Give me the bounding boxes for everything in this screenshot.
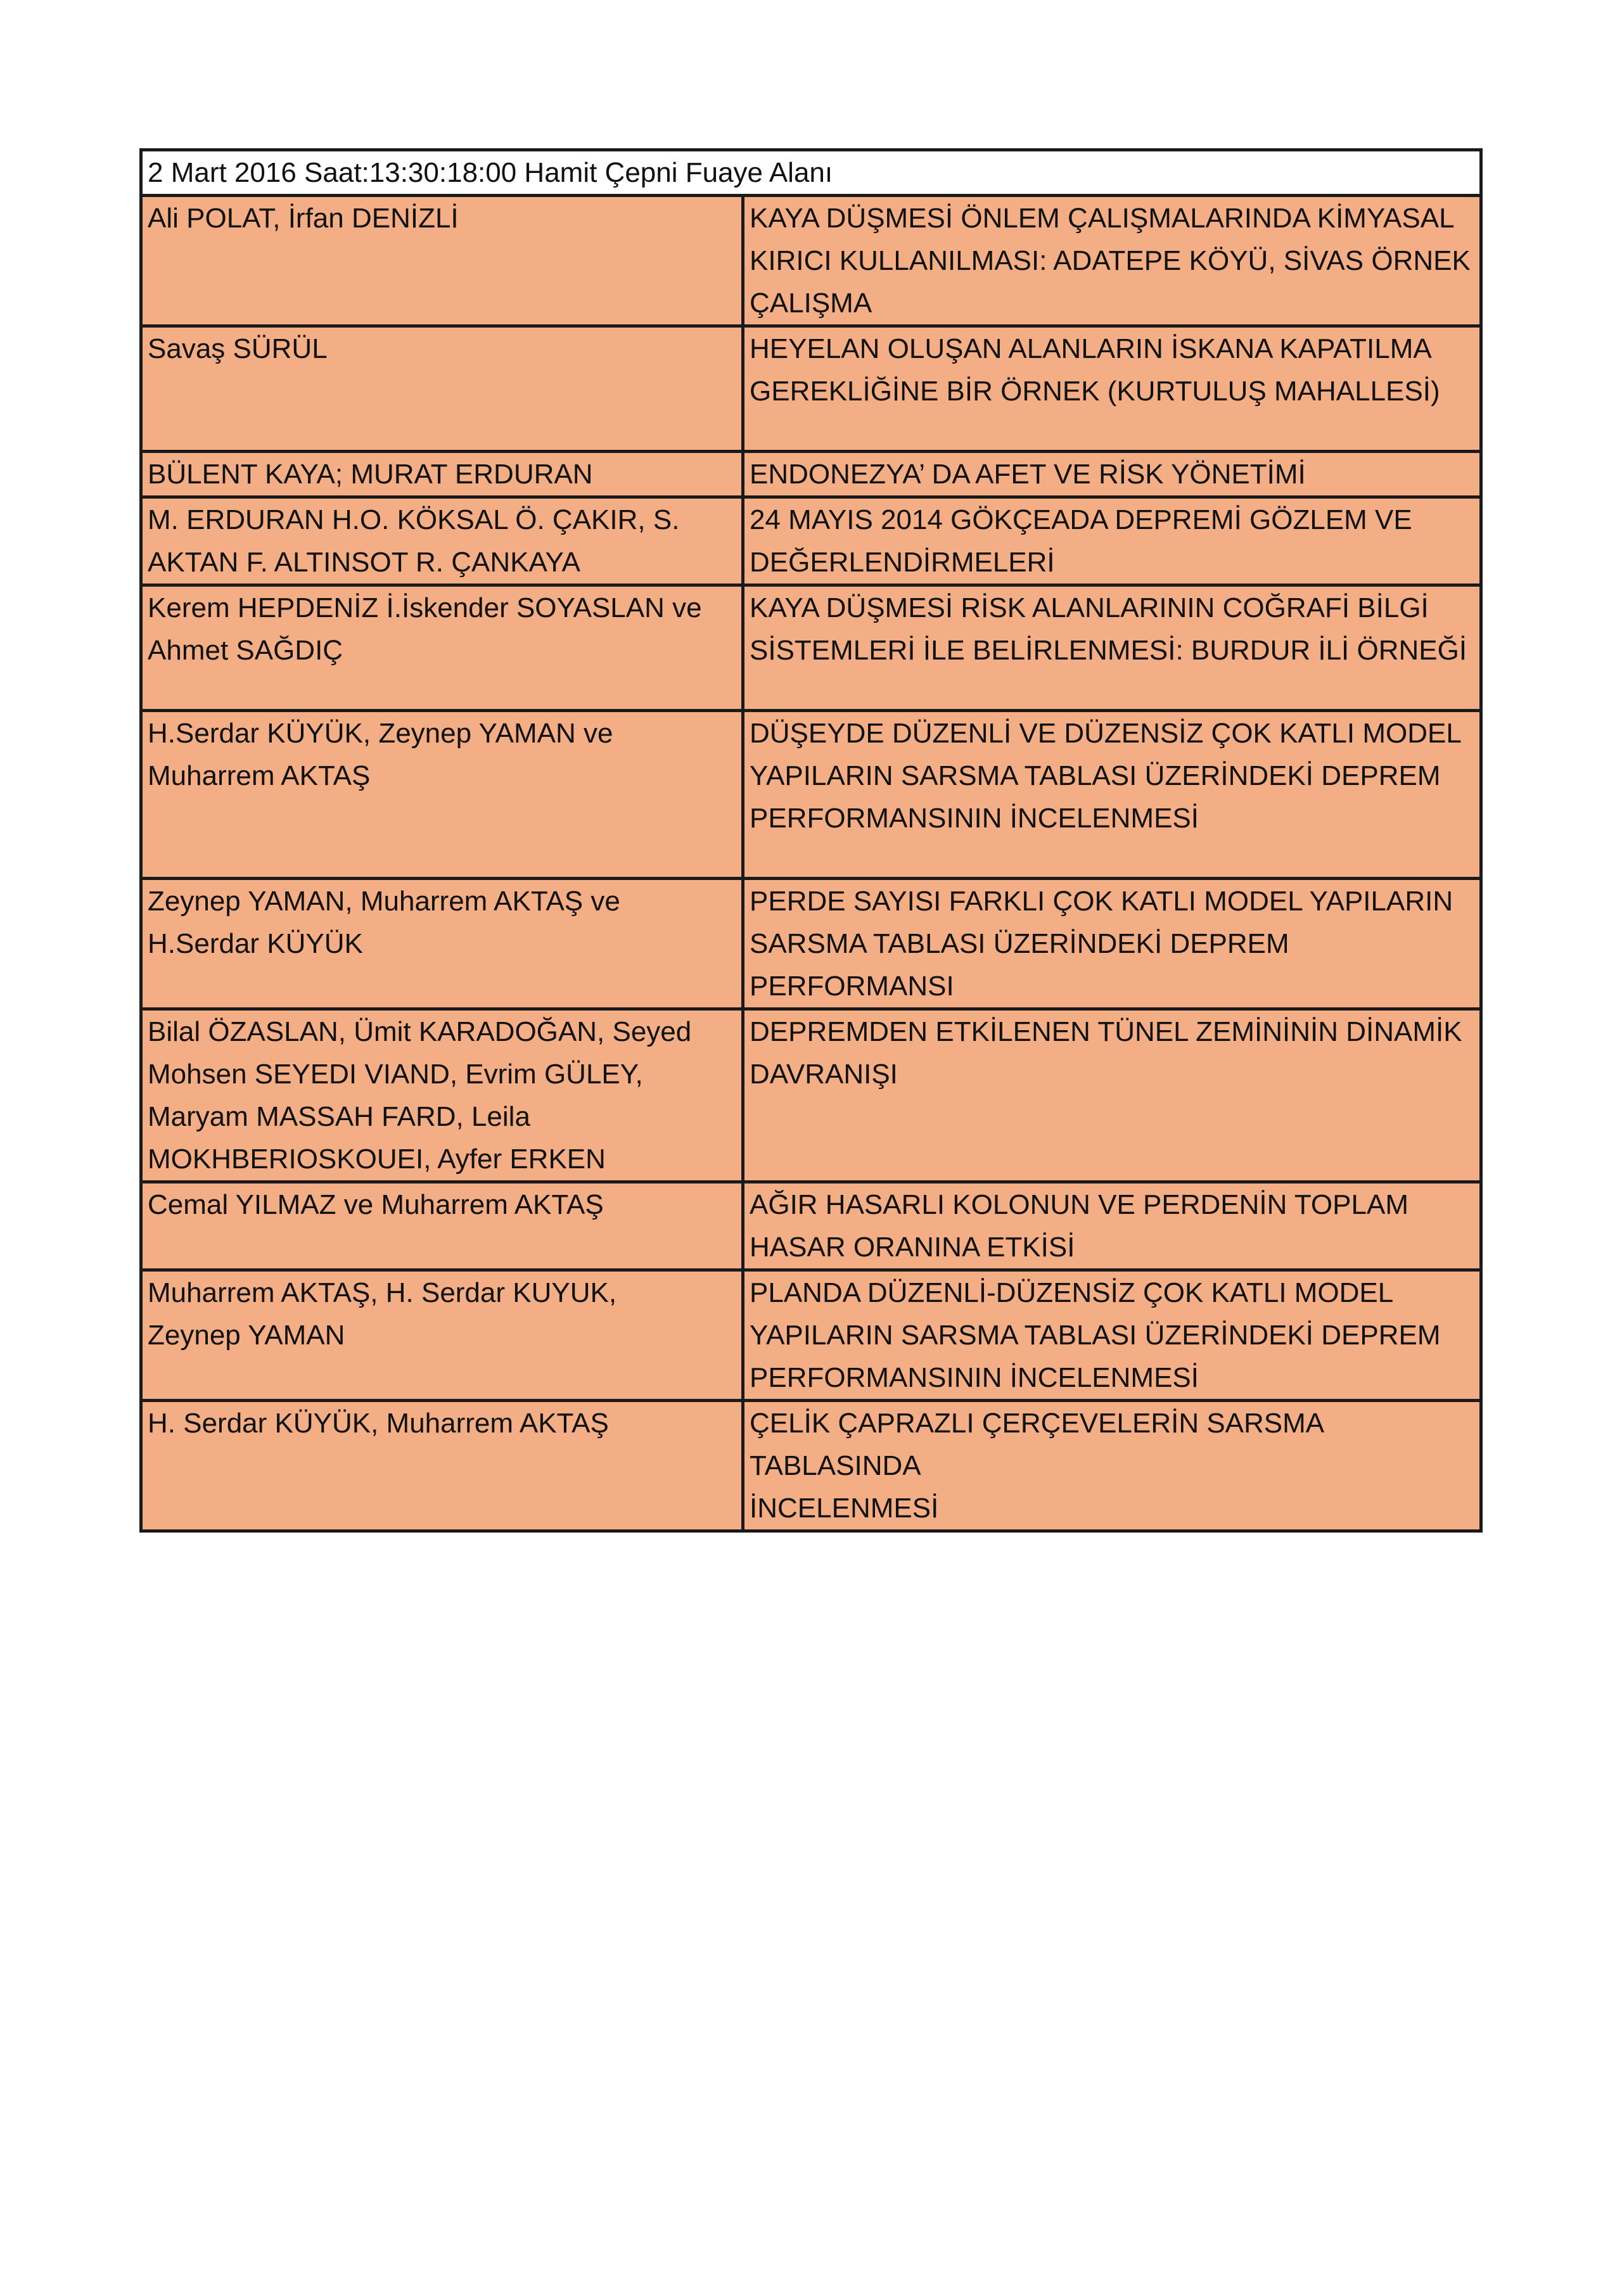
session-header: 2 Mart 2016 Saat:13:30:18:00 Hamit Çepni Fuaye Alanı: [141, 150, 1481, 196]
paper-title-line: İNCELENMESİ: [750, 1493, 939, 1524]
paper-title-cell: [743, 452, 1481, 497]
authors-cell: [141, 585, 743, 711]
author-line: Mohsen SEYEDI VIAND, Evrim GÜLEY,: [148, 1059, 643, 1090]
paper-title-line: PERDE SAYISI FARKLI ÇOK KATLI MODEL YAPILARIN: [750, 886, 1453, 917]
author-line: M. ERDURAN H.O. KÖKSAL Ö. ÇAKIR, S.: [148, 504, 680, 535]
session-row: [141, 1270, 1481, 1401]
authors-cell: [141, 1270, 743, 1401]
paper-title-line: DEPREMDEN ETKİLENEN TÜNEL ZEMİNİNİN DİNAMİK: [750, 1016, 1462, 1047]
paper-title-cell: [743, 1401, 1481, 1531]
paper-title-line: KAYA DÜŞMESİ ÖNLEM ÇALIŞMALARINDA KİMYASAL: [750, 203, 1455, 234]
session-row: [141, 879, 1481, 1009]
paper-title-line: SARSMA TABLASI ÜZERİNDEKİ DEPREM: [750, 928, 1289, 959]
session-row: [141, 1009, 1481, 1182]
session-row: [141, 497, 1481, 585]
paper-title-line: DEĞERLENDİRMELERİ: [750, 547, 1055, 578]
author-line: H.Serdar KÜYÜK: [148, 928, 363, 959]
authors-cell: [141, 452, 743, 497]
paper-title-line: YAPILARIN SARSMA TABLASI ÜZERİNDEKİ DEPREM: [750, 760, 1441, 791]
author-line: AKTAN F. ALTINSOT R. ÇANKAYA: [148, 547, 580, 578]
author-line: Muharrem AKTAŞ: [148, 760, 371, 791]
paper-title-line: SİSTEMLERİ İLE BELİRLENMESİ: BURDUR İLİ ÖRNEĞİ: [750, 635, 1467, 666]
paper-title-line: KAYA DÜŞMESİ RİSK ALANLARININ COĞRAFİ BİLGİ: [750, 592, 1429, 623]
authors-cell: [141, 879, 743, 1009]
authors-cell: [141, 711, 743, 879]
paper-title-line: YAPILARIN SARSMA TABLASI ÜZERİNDEKİ DEPREM: [750, 1320, 1441, 1351]
paper-title-line: HEYELAN OLUŞAN ALANLARIN İSKANA KAPATILMA: [750, 333, 1432, 364]
author-line: BÜLENT KAYA; MURAT ERDURAN: [148, 459, 593, 490]
session-header-row: [141, 150, 1481, 196]
paper-title-cell: [743, 585, 1481, 711]
paper-title-cell: [743, 1270, 1481, 1401]
paper-title-line: PLANDA DÜZENLİ-DÜZENSİZ ÇOK KATLI MODEL: [750, 1277, 1394, 1308]
program-sheet: [139, 148, 1479, 1533]
paper-title-line: GEREKLİĞİNE BİR ÖRNEK (KURTULUŞ MAHALLESİ): [750, 376, 1440, 407]
authors-cell: [141, 1182, 743, 1270]
paper-title-cell: [743, 879, 1481, 1009]
author-line: Maryam MASSAH FARD, Leila: [148, 1101, 530, 1132]
author-line: Ahmet SAĞDIÇ: [148, 635, 343, 666]
paper-title-cell: [743, 196, 1481, 326]
paper-title-cell: [743, 711, 1481, 879]
authors-cell: [141, 196, 743, 326]
paper-title-line: PERFORMANSININ İNCELENMESİ: [750, 803, 1199, 834]
paper-title-line: ENDONEZYA’ DA AFET VE RİSK YÖNETİMİ: [750, 459, 1306, 490]
authors-cell: [141, 497, 743, 585]
paper-title-line: 24 MAYIS 2014 GÖKÇEADA DEPREMİ GÖZLEM VE: [750, 504, 1412, 535]
paper-title-cell: [743, 497, 1481, 585]
author-line: Ali POLAT, İrfan DENİZLİ: [148, 203, 459, 234]
paper-title-line: AĞIR HASARLI KOLONUN VE PERDENİN TOPLAM: [750, 1189, 1408, 1220]
authors-cell: [141, 1401, 743, 1531]
author-line: Zeynep YAMAN: [148, 1320, 345, 1351]
author-line: Savaş SÜRÜL: [148, 333, 328, 364]
paper-title-line: KIRICI KULLANILMASI: ADATEPE KÖYÜ, SİVAS ÖRNEK: [750, 245, 1471, 276]
author-line: Bilal ÖZASLAN, Ümit KARADOĞAN, Seyed: [148, 1016, 692, 1047]
authors-cell: [141, 326, 743, 452]
author-line: Kerem HEPDENİZ İ.İskender SOYASLAN ve: [148, 592, 702, 623]
paper-title-line: DAVRANIŞI: [750, 1059, 898, 1090]
session-row: [141, 711, 1481, 879]
paper-title-cell: [743, 1009, 1481, 1182]
session-row: [141, 326, 1481, 452]
paper-title-line: ÇALIŞMA: [750, 288, 872, 319]
author-line: Zeynep YAMAN, Muharrem AKTAŞ ve: [148, 886, 620, 917]
paper-title-line: PERFORMANSININ İNCELENMESİ: [750, 1362, 1199, 1393]
session-row: [141, 585, 1481, 711]
session-row: [141, 1401, 1481, 1531]
author-line: MOKHBERIOSKOUEI, Ayfer ERKEN: [148, 1144, 606, 1175]
author-line: Muharrem AKTAŞ, H. Serdar KUYUK,: [148, 1277, 617, 1308]
paper-title-line: ÇELİK ÇAPRAZLI ÇERÇEVELERİN SARSMA TABLASINDA: [750, 1408, 1323, 1481]
paper-title-line: DÜŞEYDE DÜZENLİ VE DÜZENSİZ ÇOK KATLI MODEL: [750, 718, 1462, 749]
paper-title-cell: [743, 326, 1481, 452]
author-line: H.Serdar KÜYÜK, Zeynep YAMAN ve: [148, 718, 613, 749]
paper-title-cell: [743, 1182, 1481, 1270]
session-row: [141, 1182, 1481, 1270]
session-table: [139, 148, 1483, 1533]
session-row: [141, 196, 1481, 326]
author-line: H. Serdar KÜYÜK, Muharrem AKTAŞ: [148, 1408, 609, 1439]
paper-title-line: PERFORMANSI: [750, 971, 954, 1002]
session-row: [141, 452, 1481, 497]
paper-title-line: HASAR ORANINA ETKİSİ: [750, 1232, 1075, 1263]
author-line: Cemal YILMAZ ve Muharrem AKTAŞ: [148, 1189, 604, 1220]
authors-cell: [141, 1009, 743, 1182]
